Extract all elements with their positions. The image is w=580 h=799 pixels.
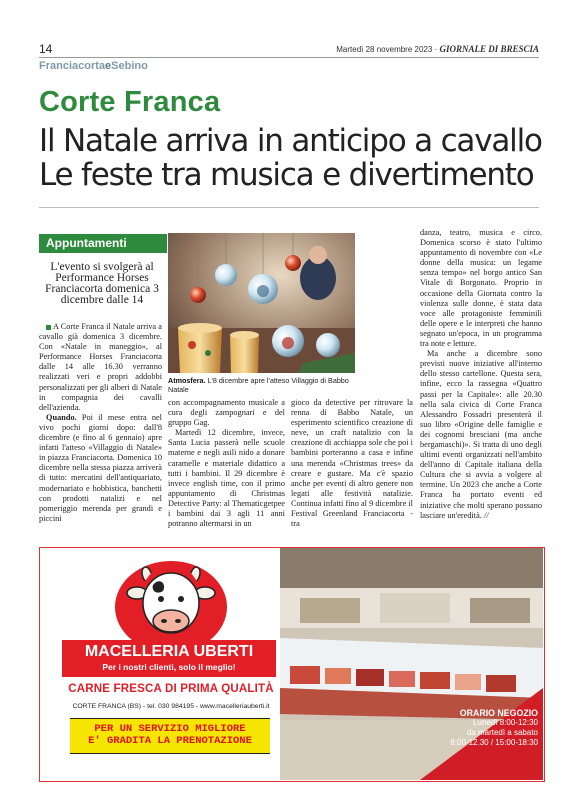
paragraph-lead: Quando. bbox=[46, 412, 77, 422]
end-mark: // bbox=[483, 510, 489, 520]
butcher-name-banner bbox=[62, 640, 276, 677]
booking-notice bbox=[70, 718, 270, 754]
header-rule bbox=[39, 57, 539, 58]
article-column-4 bbox=[420, 228, 542, 521]
opening-hours-line: 8:00-12.30 / 15:00-18:30 bbox=[450, 738, 538, 747]
opening-hours-line: da martedì a sabato bbox=[466, 728, 538, 737]
photo-caption bbox=[168, 376, 358, 394]
butcher-slogan: Per i nostri clienti, solo il meglio! bbox=[102, 662, 236, 672]
article-paragraph: Martedì 12 dicembre, invece, Santa Lucia passerà nelle scuole materne e negli asili nido a donare caramelle e materiale didattico a tutti i bambini. Il 29 dicembre è invece english time, con il primo appuntamento di Christmas Detective Party: al Thematicgetpee i bambini dai 3 agli 11 anni potranno altermarsi in un bbox=[168, 428, 285, 529]
article-column-3 bbox=[291, 398, 413, 529]
header-separator: · bbox=[434, 45, 438, 54]
contact-line: CORTE FRANCA (BS) - tel. 030 984195 - www.macelleriauberti.it bbox=[72, 703, 270, 710]
article-paragraph: Quando. Poi il mese entra nel vivo pochi giorni dopo: dall'8 dicembre (e fino al 6 gennaio) apre infatti l'atteso «Villaggio di Natale» in piazza Franciacorta. Domenica 10 dicembre nella stessa piazza arriverà di tutto: mercatini dell'antiquariato, modernariato e hobbistica, banchetti con prodotti natalizi e nel pomeriggio merenda per grandi e piccini bbox=[39, 412, 162, 523]
headline-line-2: Le feste tra musica e divertimento bbox=[39, 157, 534, 193]
article-column-2 bbox=[168, 398, 285, 529]
newspaper-name: GIORNALE DI BRESCIA bbox=[439, 44, 539, 54]
page-number: 14 bbox=[39, 42, 53, 56]
appointments-tag: Appuntamenti bbox=[39, 234, 167, 253]
article-paragraph: con accompagnamento musicale a cura degli zampognari e del gruppo Gag. bbox=[168, 398, 285, 428]
article-paragraph: Ma anche a dicembre sono previsti nuove iniziative all'interno dello stesso cartellone. Questa sera, infine, ecco la rassegna «Quattro passi per la Capitale»: alle 20.30 nella sala civica di Corte Franca Alessandro Fossadri presenterà il suo libro «Origine delle famiglie e dei cognomi bresciani (ma anche bergamaschi)». Si tratta di uno degli ultimi eventi organizzati nell'ambito dell'anno di Capitale italiana della Cultura che si avvia a volgere al termine. Un 2023 che anche a Corte Franca ha portato eventi ed iniziative che molti sperano possano lasciare un'eredità. // bbox=[420, 349, 542, 520]
article-paragraph: gioco da detective per ritrovare la renna di Babbo Natale, un esperimento scientifico creazione di neve, un craft natalizio con la creazione di acchiappa sole che poi i bambini porteranno a casa e infine una merenda «Christmas trees» da creare e gustare. Ma c'è spazio anche per eventi di altro genere non legati alle festività natalizie. Continua infatti fino al 9 dicembre il Festival Greenland Franciacorta - tra bbox=[291, 398, 413, 529]
christmas-ornaments-photo bbox=[168, 233, 355, 373]
headline bbox=[39, 124, 544, 192]
caption-text: L'8 dicembre apre l'atteso Villaggio di Babbo Natale bbox=[168, 376, 349, 394]
town-heading: Corte Franca bbox=[39, 86, 221, 118]
fresh-meat-text: CARNE FRESCA DI PRIMA QUALITÀ bbox=[68, 683, 274, 695]
article-paragraph: danza, teatro, musica e circo. Domenica scorso è stato l'ultimo appuntamento di novembre con «Le donne della musica: un legame senza tempo» nel borgo antico San Vitale di Borgonato. Proprio in occasione della Giornata contro la violenza sulle donne, è stata data voce alle protagoniste femminili delle opere e le interpreti che hanno segnato un'epoca, in un programma tra note e letture. bbox=[420, 228, 542, 349]
page-date-header bbox=[336, 44, 539, 54]
booking-line-1: PER UN SERVIZIO MIGLIORE bbox=[94, 723, 246, 735]
headline-line-1: Il Natale arriva in anticipo a cavallo bbox=[39, 123, 542, 159]
bullet-square-icon bbox=[46, 325, 51, 330]
opening-hours-line: Lunedì 8:00-12:30 bbox=[473, 718, 538, 727]
headline-rule bbox=[39, 207, 539, 208]
opening-hours-title: ORARIO NEGOZIO bbox=[459, 708, 538, 718]
article-column-1 bbox=[39, 322, 162, 524]
opening-hours bbox=[418, 708, 538, 748]
kicker-text: L'evento si svolgerà al Performance Horses Franciacorta domenica 3 dicembre dalle 14 bbox=[45, 261, 159, 306]
article-paragraph: A Corte Franca il Natale arriva a cavallo già domenica 3 dicembre. Con «Natale in maneggio», al Performance Horses Franciacorta dalle 14 alle 16.30 verranno realizzati veri e propri addobbi personalizzati per gli alberi di Natale in compagnia dei cavalli dell'azienda. bbox=[39, 322, 162, 412]
ornaments-illustration bbox=[168, 233, 355, 373]
issue-date: Martedì 28 novembre 2023 bbox=[336, 45, 433, 54]
caption-label: Atmosfera. bbox=[168, 376, 206, 385]
butcher-name: MACELLERIA UBERTI bbox=[84, 643, 254, 660]
booking-line-2: E' GRADITA LA PRENOTAZIONE bbox=[88, 735, 252, 747]
section-title: FranciacortaeSebino bbox=[39, 60, 148, 72]
